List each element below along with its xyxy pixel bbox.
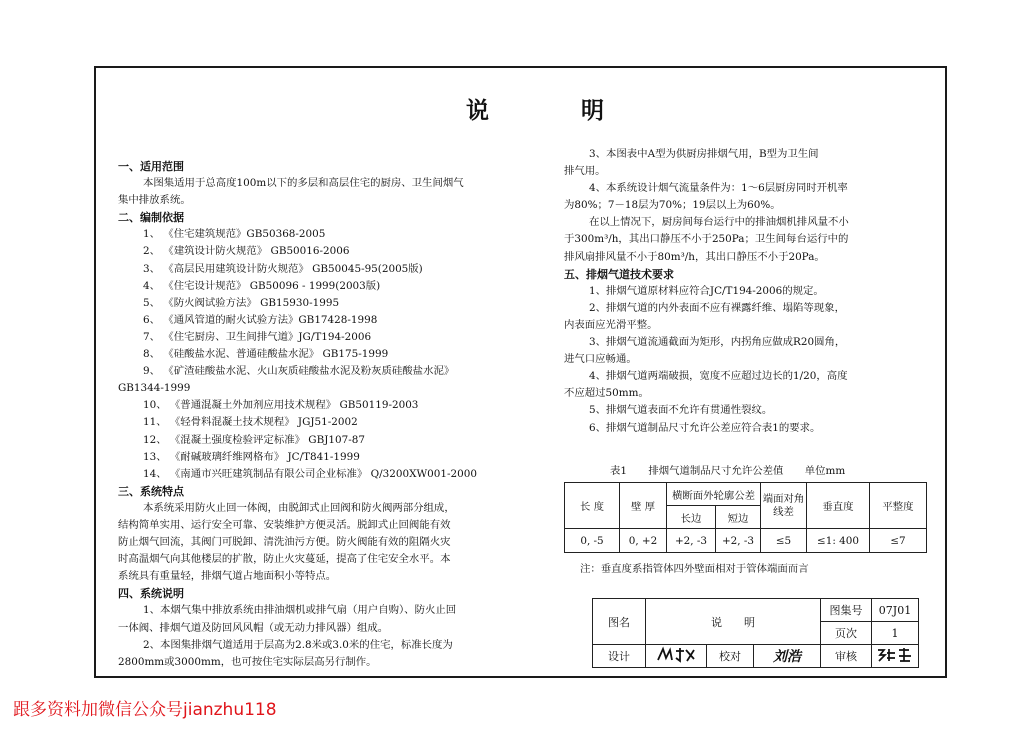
text-line: 时高温烟气向其他楼层的扩散，防止火灾蔓延，提高了住宅安全水平。本 bbox=[118, 553, 451, 566]
drawing-name-value: 说 明 bbox=[646, 599, 821, 645]
value-long-side: +2, -3 bbox=[667, 529, 716, 553]
table-caption bbox=[610, 462, 863, 477]
section-heading: 五、排烟气道技术要求 bbox=[564, 267, 674, 281]
designer-signature-mark bbox=[654, 646, 698, 664]
text-line: 3、 《高层民用建筑设计防火规范》 GB50045-95(2005版) bbox=[143, 262, 423, 275]
header-short-side: 短边 bbox=[716, 506, 761, 529]
text-line: 9、 《矿渣硅酸盐水泥、火山灰质硅酸盐水泥及粉灰质硅酸盐水泥》 bbox=[143, 365, 455, 378]
text-line: 本系统采用防火止回一体阀，由脱卸式止回阀和防火阀两部分组成， bbox=[143, 501, 455, 514]
table-unit: 单位mm bbox=[804, 465, 846, 477]
header-diagonal: 端面对角线差 bbox=[761, 483, 807, 529]
table-note: 注：垂直度系指管体四外壁面相对于管体端面而言 bbox=[580, 563, 809, 575]
text-line: 1、本烟气集中排放系统由排油烟机或排气扇（用户自购）、防火止回 bbox=[143, 604, 457, 617]
text-line: 防止烟气回流，其阀门可脱卸、清洗油污方便。防火阀能有效的阻隔火灾 bbox=[118, 536, 451, 549]
text-line: 于300m³/h，其出口静压不小于250Pa；卫生间每台运行中的 bbox=[564, 233, 849, 246]
text-line: 6、排烟气道制品尺寸允许公差应符合表1的要求。 bbox=[589, 421, 821, 434]
section-heading: 一、适用范围 bbox=[118, 160, 184, 173]
table-number: 表1 bbox=[610, 465, 628, 477]
text-line: 结构简单实用、运行安全可靠、安装维护方便灵活。脱卸式止回阀能有效 bbox=[118, 518, 451, 531]
reviewer-signature-mark bbox=[875, 646, 915, 664]
text-line: 3、本图表中A型为供厨房排烟气用，B型为卫生间 bbox=[589, 148, 819, 160]
title-block bbox=[592, 598, 919, 668]
value-flatness: ≤7 bbox=[870, 529, 927, 553]
left-column bbox=[118, 158, 548, 671]
text-line: 4、 《住宅设计规范》 GB50096 - 1999(2003版) bbox=[143, 279, 381, 292]
section-heading: 四、系统说明 bbox=[118, 587, 184, 601]
text-line: 10、 《普通混凝土外加剂应用技术规程》 GB50119-2003 bbox=[143, 399, 419, 412]
text-line: 2、 《建筑设计防火规范》 GB50016-2006 bbox=[143, 245, 350, 258]
text-line: 1、排烟气道原材料应符合JC/T194-2006的规定。 bbox=[589, 284, 824, 297]
header-outer: 横断面外轮廓公差 bbox=[667, 483, 761, 506]
section-heading: 二、编制依据 bbox=[118, 211, 184, 225]
text-line: 2、本图集排烟气道适用于层高为2.8米或3.0米的住宅，标准长度为 bbox=[143, 638, 453, 651]
text-line: 集中排放系统。 bbox=[118, 194, 191, 207]
text-line: 内表面应光滑平整。 bbox=[564, 318, 658, 331]
page-no-label: 页次 bbox=[821, 622, 872, 645]
text-line: 排气用。 bbox=[564, 165, 606, 178]
checker-label: 校对 bbox=[707, 645, 754, 668]
text-line: 3、排烟气道流通截面为矩形，内拐角应做成R20圆角， bbox=[589, 336, 846, 349]
drawing-name-label: 图名 bbox=[593, 599, 646, 645]
text-line: 系统具有重量轻，排烟气道占地面积小等特点。 bbox=[118, 570, 337, 583]
text-line: 6、 《通风管道的耐火试验方法》GB17428-1998 bbox=[143, 313, 378, 326]
text-line: 4、本系统设计烟气流量条件为：1～6层厨房同时开机率 bbox=[589, 182, 848, 195]
text-line: 不应超过50mm。 bbox=[564, 387, 649, 400]
text-line: 一体阀、排烟气道及防回风风帽（或无动力排风器）组成。 bbox=[118, 621, 389, 634]
reviewer-signature bbox=[872, 645, 919, 668]
footer-watermark-text: 跟多资料加微信公众号jianzhu118 bbox=[13, 700, 277, 720]
tolerance-table bbox=[564, 482, 927, 553]
header-length: 长 度 bbox=[565, 483, 620, 529]
text-line: GB1344-1999 bbox=[118, 382, 191, 395]
text-line: 排风扇排风量不小于80m³/h，其出口静压不小于20Pa。 bbox=[564, 250, 825, 263]
header-vertical: 垂直度 bbox=[807, 483, 870, 529]
text-line: 5、排烟气道表面不允许有贯通性裂纹。 bbox=[589, 404, 773, 417]
header-long-side: 长边 bbox=[667, 506, 716, 529]
text-line: 2800mm或3000mm，也可按住宅实际层高另行制作。 bbox=[118, 655, 377, 668]
atlas-no-value: 07J01 bbox=[872, 599, 919, 622]
section-heading: 三、系统特点 bbox=[118, 484, 184, 498]
table-title: 排烟气道制品尺寸允许公差值 bbox=[648, 465, 784, 477]
value-wall: 0, +2 bbox=[620, 529, 667, 553]
text-line: 本图集适用于总高度100m以下的多层和高层住宅的厨房、卫生间烟气 bbox=[143, 177, 464, 190]
designer-signature bbox=[646, 645, 707, 668]
header-flatness: 平整度 bbox=[870, 483, 927, 529]
designer-label: 设计 bbox=[593, 645, 646, 668]
value-vertical: ≤1: 400 bbox=[807, 529, 870, 553]
text-line: 进气口应畅通。 bbox=[564, 353, 637, 366]
value-diagonal: ≤5 bbox=[761, 529, 807, 553]
text-line: 为80%；7－18层为70%；19层以上为60%。 bbox=[564, 199, 781, 212]
checker-signature: 刘浩 bbox=[754, 645, 821, 668]
text-line: 5、 《防火阀试验方法》 GB15930-1995 bbox=[143, 296, 340, 309]
right-column bbox=[564, 146, 914, 437]
text-line: 12、 《混凝土强度检验评定标准》 GBJ107-87 bbox=[143, 433, 365, 446]
text-line: 1、 《住宅建筑规范》GB50368-2005 bbox=[143, 228, 326, 241]
text-line: 8、 《硅酸盐水泥、普通硅酸盐水泥》 GB175-1999 bbox=[143, 348, 389, 361]
text-line: 13、 《耐碱玻璃纤维网格布》 JC/T841-1999 bbox=[143, 450, 360, 463]
reviewer-label: 审核 bbox=[821, 645, 872, 668]
text-line: 4、排烟气道两端破损，宽度不应超过边长的1/20，高度 bbox=[589, 370, 848, 383]
text-line: 11、 《轻骨料混凝土技术规程》 JGJ51-2002 bbox=[143, 416, 358, 429]
text-line: 14、 《南通市兴旺建筑制品有限公司企业标准》 Q/3200XW001-2000 bbox=[143, 467, 477, 480]
text-line: 在以上情况下，厨房间每台运行中的排油烟机排风量不小 bbox=[589, 216, 849, 229]
header-wall: 壁 厚 bbox=[620, 483, 667, 529]
page-no-value: 1 bbox=[872, 622, 919, 645]
text-line: 2、排烟气道的内外表面不应有裸露纤维、塌陷等现象， bbox=[589, 301, 845, 314]
value-short-side: +2, -3 bbox=[716, 529, 761, 553]
text-line: 7、 《住宅厨房、卫生间排气道》JG/T194-2006 bbox=[143, 330, 372, 343]
atlas-no-label: 图集号 bbox=[821, 599, 872, 622]
page-title: 说 明 bbox=[466, 97, 647, 124]
value-length: 0, -5 bbox=[565, 529, 620, 553]
